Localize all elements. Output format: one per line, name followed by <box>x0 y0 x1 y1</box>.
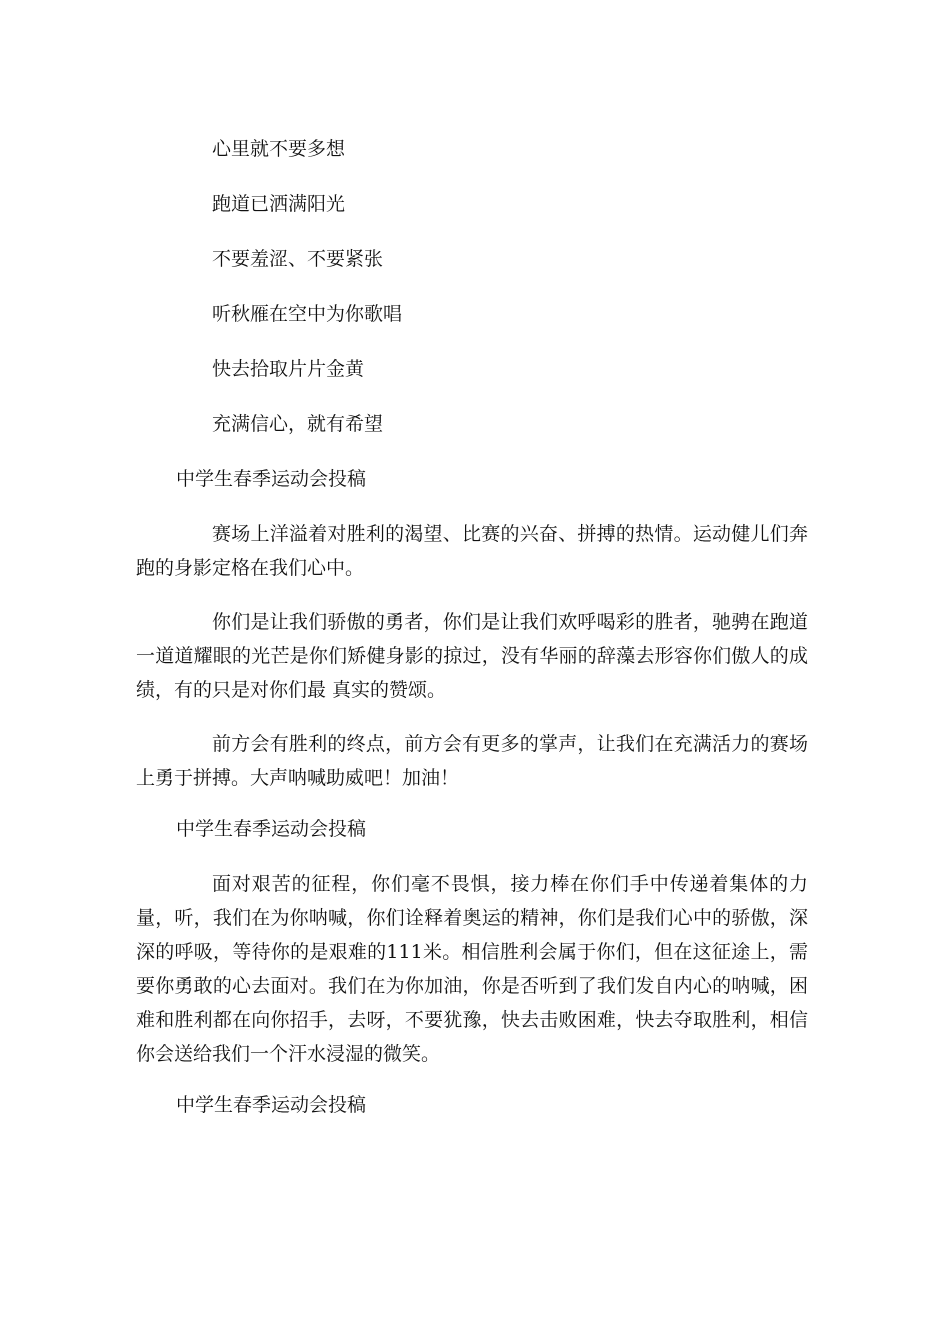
body-paragraph: 面对艰苦的征程，你们毫不畏惧，接力棒在你们手中传递着集体的力量，听，我们在为你呐喊，你们诠释着奥运的精神，你们是我们心中的骄傲，深深的呼吸，等待你的是艰难的111米。相信胜利会属于你们，但在这征途上，需要你勇敢的心去面对。我们在为你加油，你是否听到了我们发自内心的呐喊，困难和胜利都在向你招手，去呀，不要犹豫，快去击败困难，快去夺取胜利，相信你会送给我们一个汗水浸湿的微笑。 <box>136 873 808 1065</box>
poem-line: 充满信心，就有希望 <box>212 413 384 435</box>
body-paragraph: 赛场上洋溢着对胜利的渴望、比赛的兴奋、拼搏的热情。运动健儿们奔跑的身影定格在我们心中。 <box>136 523 808 579</box>
body-paragraph: 你们是让我们骄傲的勇者，你们是让我们欢呼喝彩的胜者，驰骋在跑道一道道耀眼的光芒是你们矫健身影的掠过，没有华丽的辞藻去形容你们傲人的成绩，有的只是对你们最 真实的赞颂。 <box>136 611 808 701</box>
section-heading: 中学生春季运动会投稿 <box>176 468 367 490</box>
poem-line: 听秋雁在空中为你歌唱 <box>212 303 403 325</box>
section-heading: 中学生春季运动会投稿 <box>176 1094 367 1116</box>
poem-line: 心里就不要多想 <box>212 138 346 160</box>
poem-line: 跑道已洒满阳光 <box>212 193 346 215</box>
section-heading: 中学生春季运动会投稿 <box>176 818 367 840</box>
poem-line: 快去拾取片片金黄 <box>212 358 365 380</box>
poem-line: 不要羞涩、不要紧张 <box>212 248 384 270</box>
body-paragraph: 前方会有胜利的终点，前方会有更多的掌声，让我们在充满活力的赛场上勇于拼搏。大声呐喊助威吧！加油！ <box>136 733 808 789</box>
